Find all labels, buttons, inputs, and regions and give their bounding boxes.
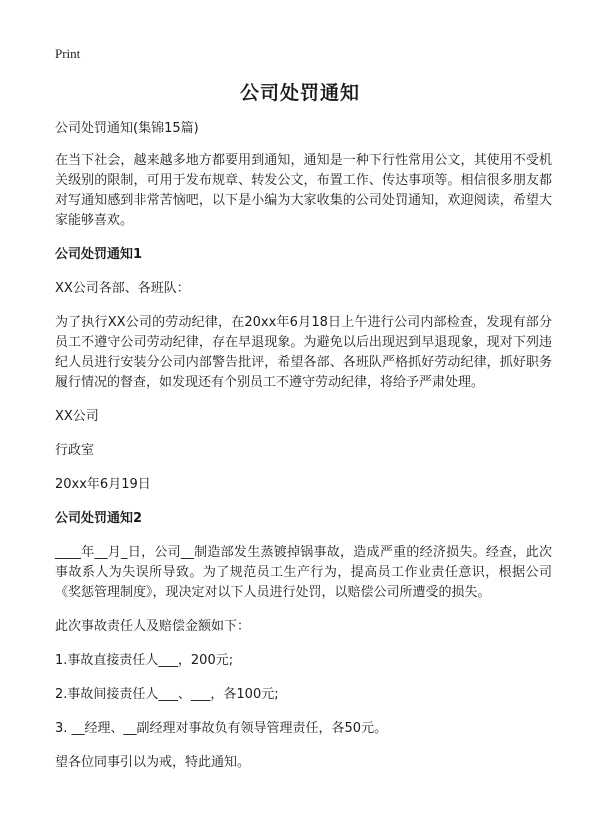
notice2-list-intro: 此次事故责任人及赔偿金额如下：: [55, 619, 251, 634]
notice2-heading: 公司处罚通知2: [55, 511, 143, 526]
notice1-salutation: XX公司各部、各班队：: [55, 281, 190, 296]
print-link[interactable]: Print: [55, 46, 81, 61]
notice1-signature-company: XX公司: [55, 409, 99, 424]
notice2-closing: 望各位同事引以为戒，特此通知。: [55, 755, 251, 770]
document-subtitle: 公司处罚通知(集锦15篇): [55, 121, 199, 136]
notice2-body: ____年__月_日，公司__制造部发生蒸镀掉锅事故，造成严重的经济损失。经查，此次事故系人为失误所导致。为了规范员工生产行为，提高员工作业责任意识，根据公司《奖惩管理制度》，现决定对以下人员进行处罚，以赔偿公司所遭受的损失。: [55, 545, 552, 600]
notice2-list-item: 3. __经理、__副经理对事故负有领导管理责任，各50元。: [55, 721, 388, 736]
notice1-date: 20xx年6月19日: [55, 477, 151, 492]
intro-paragraph: 在当下社会，越来越多地方都要用到通知，通知是一种下行性常用公文，其使用不受机关级别的限制，可用于发布规章、转发公文，布置工作、传达事项等。相信很多朋友都对写通知感到非常苦恼吧，以下是小编为大家收集的公司处罚通知，欢迎阅读，希望大家能够喜欢。: [55, 153, 552, 228]
document-title: 公司处罚通知: [239, 82, 360, 104]
document-body: [55, 119, 552, 773]
notice1-heading: 公司处罚通知1: [55, 247, 143, 262]
notice2-list-item: 2.事故间接责任人___、___，各100元;: [55, 687, 279, 702]
notice2-list-item: 1.事故直接责任人___，200元;: [55, 653, 234, 668]
notice1-signature-dept: 行政室: [55, 443, 95, 458]
notice1-body: 为了执行XX公司的劳动纪律，在20xx年6月18日上午进行公司内部检查，发现有部分员工不遵守公司劳动纪律，存在早退现象。为避免以后出现迟到早退现象，现对下列违纪人员进行安装分公司内部警告批评，希望各部、各班队严格抓好劳动纪律，抓好职务履行情况的督查，如发现还有个别员工不遵守劳动纪律，将给予严肃处理。: [55, 315, 552, 390]
